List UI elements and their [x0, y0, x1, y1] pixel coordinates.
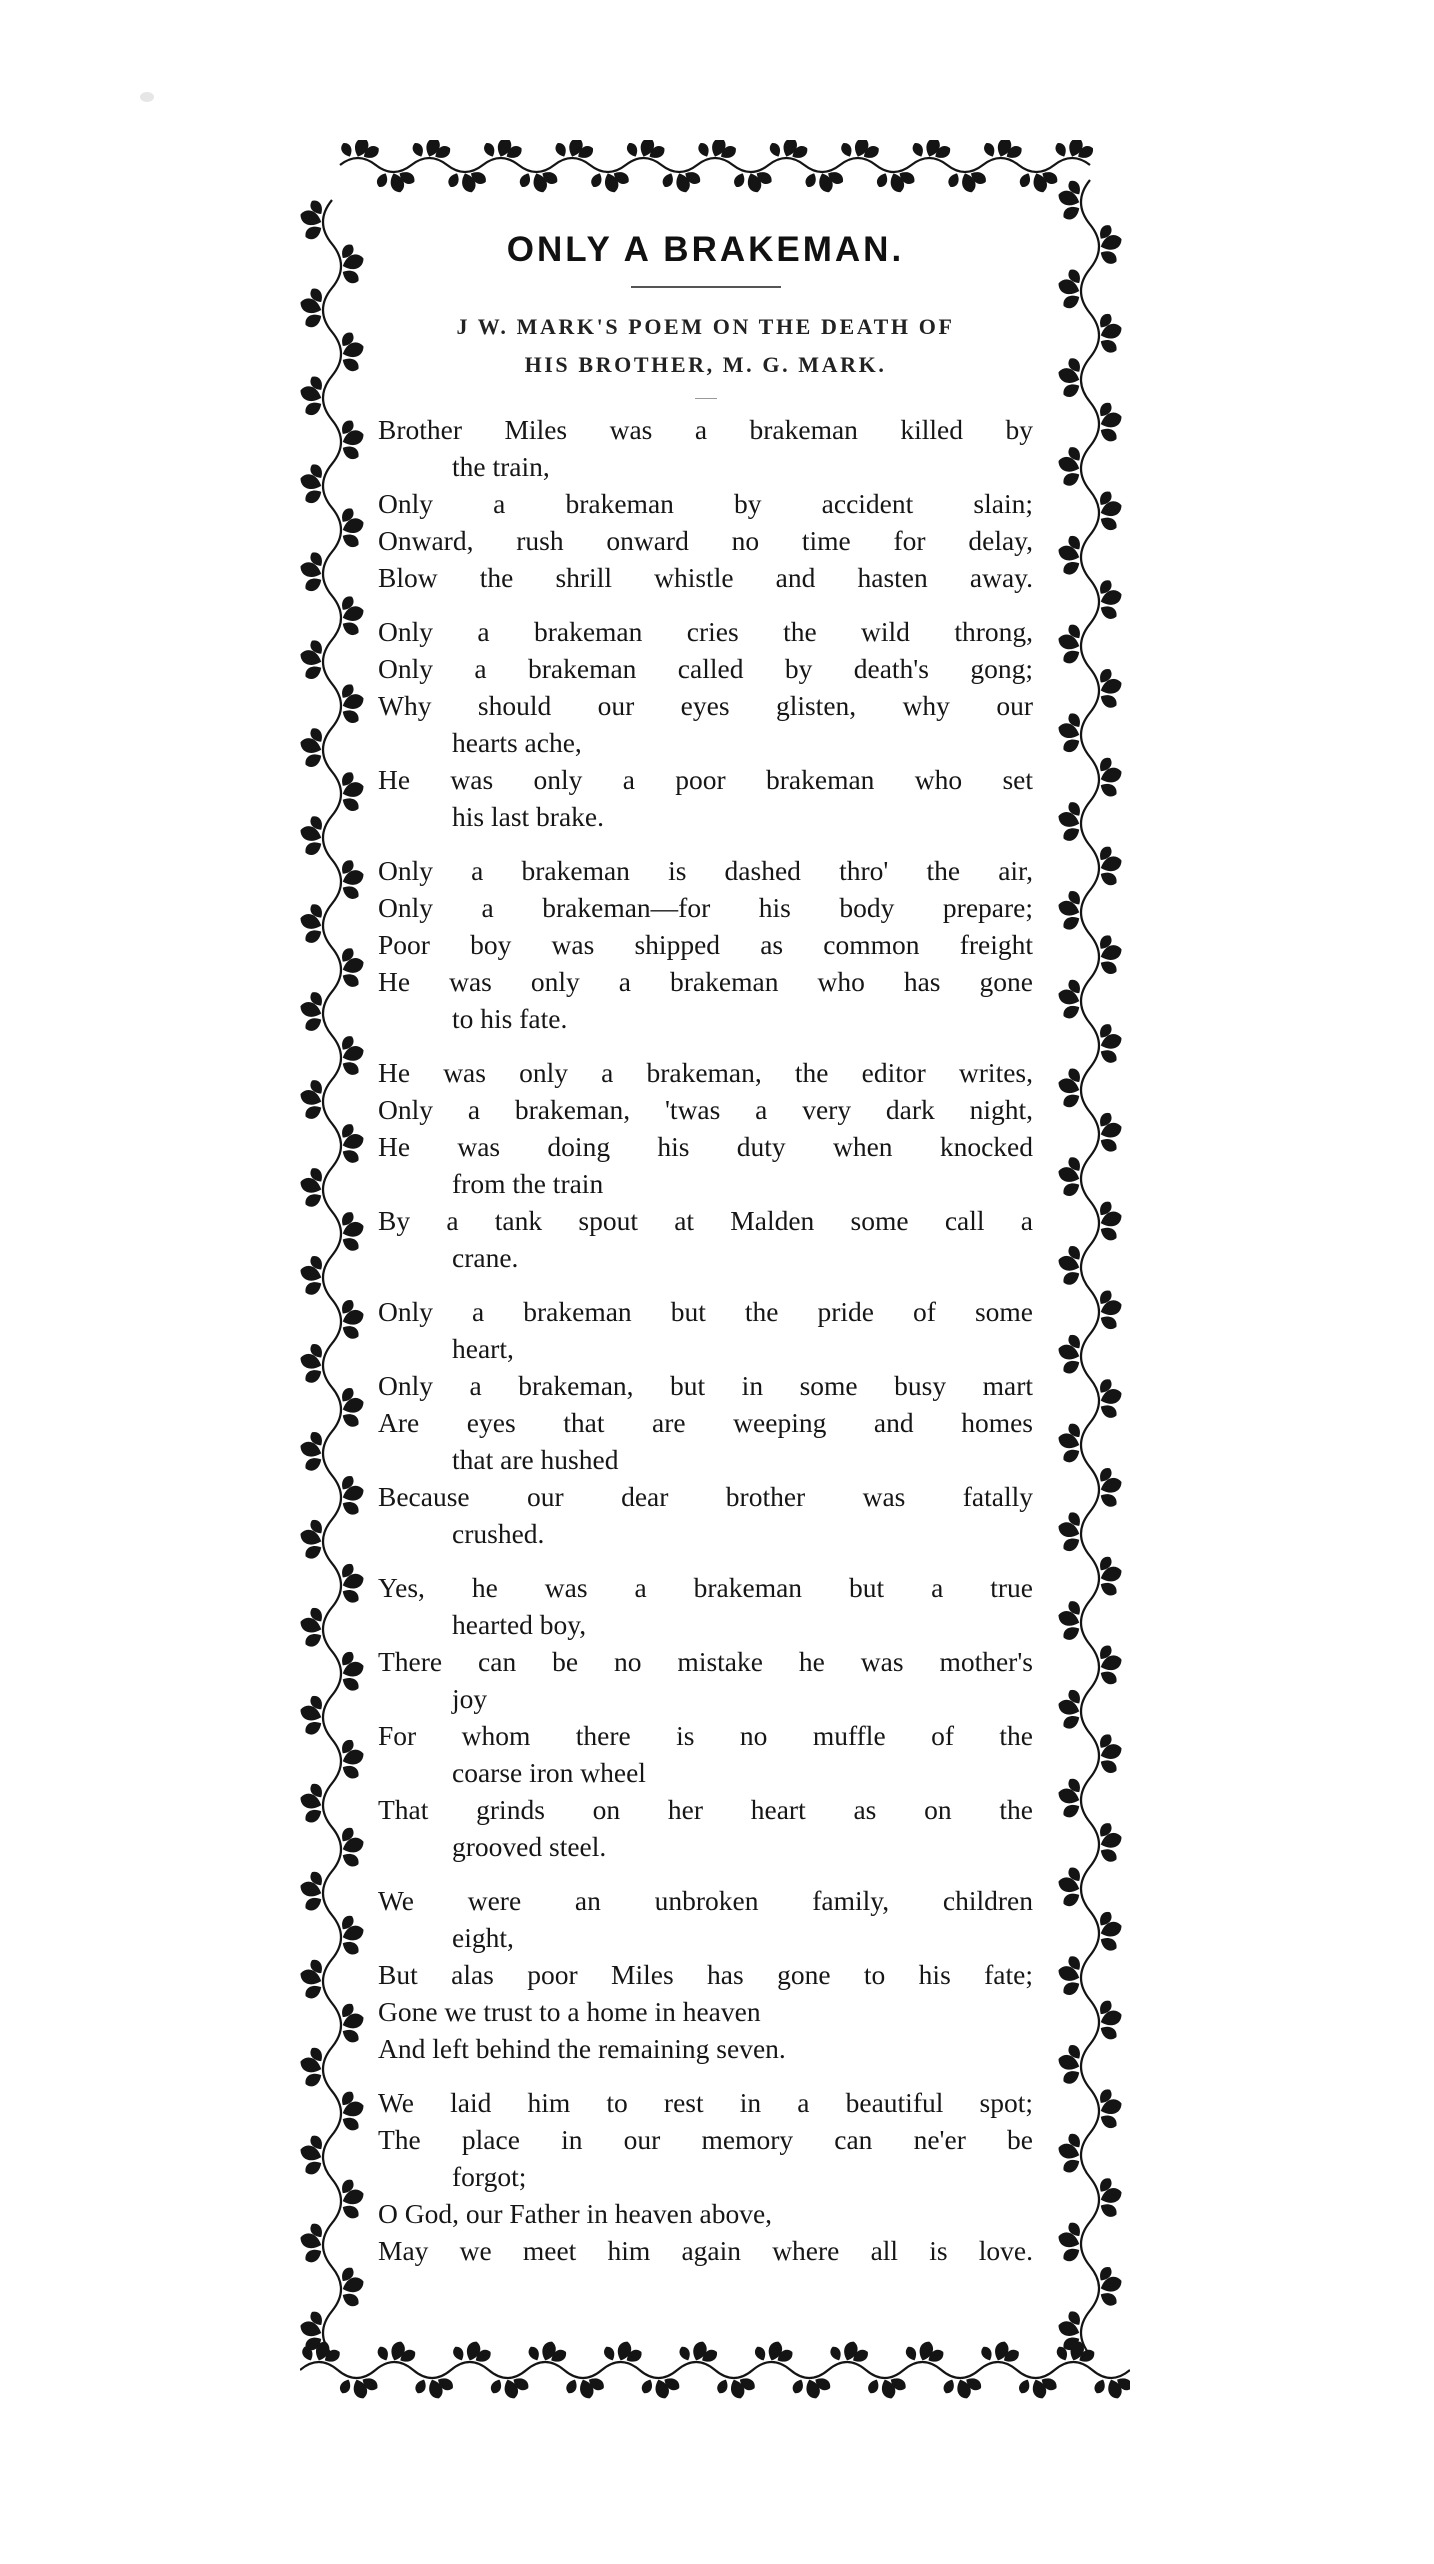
poem-line: Gone we trust to a home in heaven — [378, 1996, 761, 2027]
leaf-icon — [303, 2246, 324, 2265]
poem-line: He was only a poor brakeman who set — [378, 764, 1033, 795]
poem-line: Only a brakeman but the pride of some — [378, 1296, 1033, 1327]
leaf-icon — [803, 171, 818, 189]
subtitle-line-2: HIS BROTHER, M. G. MARK. — [524, 352, 887, 377]
poem-line: Only a brakeman called by death's gong; — [378, 653, 1033, 684]
poem-line: Brother Miles was a brakeman killed by — [378, 414, 1033, 445]
poem-line-continuation: his last brake. — [452, 801, 604, 832]
leaf-icon — [303, 839, 324, 858]
poem-line: May we meet him again where all is love. — [378, 2235, 1033, 2266]
leaf-icon — [1061, 1002, 1082, 1021]
leaf-icon — [340, 1762, 361, 1781]
leaf-icon — [303, 1278, 324, 1297]
leaf-icon — [1098, 1490, 1119, 1509]
leaf-icon — [340, 267, 361, 286]
vine-stem — [300, 2362, 1130, 2378]
leaf-icon — [1098, 2289, 1119, 2308]
leaf-icon — [411, 141, 426, 159]
leaf-icon — [518, 171, 533, 189]
leaf-icon — [1018, 171, 1033, 189]
poem-line: The place in our memory can ne'er be — [378, 2124, 1033, 2155]
poem-line: Only a brakeman, 'twas a very dark night, — [378, 1094, 1033, 1125]
leaf-icon — [340, 1410, 361, 1429]
poem-line-continuation: that are hushed — [452, 1444, 619, 1475]
leaf-icon — [677, 2345, 692, 2363]
leaf-icon — [340, 971, 361, 990]
poem-line-continuation: crushed. — [452, 1518, 545, 1549]
poem-line: But alas poor Miles has gone to his fate; — [378, 1959, 1033, 1990]
leaf-icon — [1098, 336, 1119, 355]
leaf-icon — [1061, 647, 1082, 666]
poem-line: O God, our Father in heaven above, — [378, 2198, 773, 2229]
leaf-icon — [1061, 2156, 1082, 2175]
leaf-icon — [1098, 1757, 1119, 1776]
leaf-icon — [340, 1059, 361, 1078]
leaf-icon — [941, 2378, 956, 2396]
vine-stem — [323, 200, 341, 2355]
leaf-icon — [753, 2345, 768, 2363]
poem-line: For whom there is no muffle of the — [378, 1720, 1033, 1751]
leaf-icon — [1098, 247, 1119, 266]
poem-line-continuation: hearted boy, — [452, 1609, 587, 1640]
leaf-icon — [1061, 825, 1082, 844]
leaf-icon — [1098, 1224, 1119, 1243]
poem-line: We laid him to rest in a beautiful spot; — [378, 2087, 1033, 2118]
leaf-icon — [376, 2345, 391, 2363]
leaf-icon — [1098, 691, 1119, 710]
leaf-icon — [303, 1015, 324, 1034]
poem-line: Only a brakeman—for his body prepare; — [378, 892, 1033, 923]
leaf-icon — [526, 2345, 541, 2363]
leaf-icon — [625, 141, 640, 159]
leaf-icon — [1098, 1668, 1119, 1687]
leaf-icon — [340, 883, 361, 902]
leaf-icon — [911, 141, 926, 159]
leaf-icon — [489, 2378, 504, 2396]
leaf-icon — [1098, 1402, 1119, 1421]
leaf-icon — [340, 531, 361, 550]
leaf-icon — [303, 1366, 324, 1385]
leaf-icon — [451, 2345, 466, 2363]
vine-stem — [340, 158, 1090, 172]
poem-line-continuation: from the train — [452, 1168, 604, 1199]
leaf-icon — [1098, 1313, 1119, 1332]
poem-line-continuation: eight, — [452, 1922, 514, 1953]
leaf-icon — [1061, 1712, 1082, 1731]
leaf-icon — [340, 443, 361, 462]
leaf-icon — [340, 2114, 361, 2133]
poem-line-continuation: grooved steel. — [452, 1831, 607, 1862]
leaf-icon — [482, 141, 497, 159]
leaf-icon — [303, 311, 324, 330]
leaf-icon — [1053, 141, 1068, 159]
leaf-icon — [1061, 736, 1082, 755]
leaf-icon — [303, 1630, 324, 1649]
poem-line: Yes, he was a brakeman but a true — [378, 1572, 1033, 1603]
leaf-icon — [303, 751, 324, 770]
leaf-icon — [696, 141, 711, 159]
poem-line-continuation: heart, — [452, 1333, 514, 1364]
leaf-icon — [303, 1806, 324, 1825]
leaf-icon — [640, 2378, 655, 2396]
leaf-icon — [340, 1234, 361, 1253]
poem-line: Poor boy was shipped as common freight — [378, 929, 1033, 960]
leaf-icon — [375, 171, 390, 189]
leaf-icon — [1061, 292, 1082, 311]
poem-line: Only a brakeman, but in some busy mart — [378, 1370, 1033, 1401]
leaf-icon — [602, 2345, 617, 2363]
poem-line: And left behind the remaining seven. — [378, 2033, 786, 2064]
leaf-icon — [303, 2070, 324, 2089]
page-smudge — [140, 92, 154, 102]
leaf-icon — [1061, 1535, 1082, 1554]
leaf-icon — [1061, 469, 1082, 488]
vine-border-top — [339, 140, 1096, 194]
poem-body — [378, 411, 1033, 2269]
leaf-icon — [303, 1190, 324, 1209]
stanza — [378, 852, 1033, 1037]
poem-line-continuation: the train, — [452, 451, 550, 482]
leaf-icon — [768, 141, 783, 159]
leaf-icon — [1061, 2245, 1082, 2264]
poem-line: Are eyes that are weeping and homes — [378, 1407, 1033, 1438]
leaf-icon — [564, 2378, 579, 2396]
leaf-icon — [340, 2026, 361, 2045]
leaf-icon — [1098, 425, 1119, 444]
poem-line: We were an unbroken family, children — [378, 1885, 1033, 1916]
poem-line-continuation: crane. — [452, 1242, 519, 1273]
leaf-icon — [338, 2378, 353, 2396]
leaf-icon — [1061, 1979, 1082, 1998]
leaf-icon — [303, 927, 324, 946]
leaf-icon — [303, 1542, 324, 1561]
leaf-icon — [1092, 2378, 1107, 2396]
leaf-icon — [1061, 1890, 1082, 1909]
poem-line-continuation: hearts ache, — [452, 727, 582, 758]
leaf-icon — [303, 223, 324, 242]
poem-line: Blow the shrill whistle and hasten away. — [378, 562, 1033, 593]
leaf-icon — [982, 141, 997, 159]
leaf-icon — [1061, 1624, 1082, 1643]
leaf-icon — [340, 2202, 361, 2221]
stanza — [378, 2084, 1033, 2269]
poem-line: Only a brakeman is dashed thro' the air, — [378, 855, 1033, 886]
leaf-icon — [340, 2290, 361, 2309]
leaf-icon — [661, 171, 676, 189]
leaf-icon — [839, 141, 854, 159]
poem-line: Only a brakeman by accident slain; — [378, 488, 1033, 519]
leaf-icon — [1098, 1135, 1119, 1154]
leaf-icon — [340, 795, 361, 814]
leaf-icon — [303, 1454, 324, 1473]
stanza — [378, 411, 1033, 596]
leaf-icon — [340, 707, 361, 726]
poem-panel — [378, 228, 1033, 2286]
poem-line-continuation: to his fate. — [452, 1003, 568, 1034]
leaf-icon — [875, 171, 890, 189]
leaf-icon — [828, 2345, 843, 2363]
poem-line-continuation: coarse iron wheel — [452, 1757, 646, 1788]
subtitle-rule — [695, 398, 717, 399]
leaf-icon — [1098, 1845, 1119, 1864]
leaf-icon — [340, 1146, 361, 1165]
poem-line: By a tank spout at Malden some call a — [378, 1205, 1033, 1236]
leaf-icon — [732, 171, 747, 189]
stanza — [378, 1293, 1033, 1552]
leaf-icon — [979, 2345, 994, 2363]
leaf-icon — [340, 1674, 361, 1693]
leaf-icon — [446, 171, 461, 189]
leaf-icon — [1098, 603, 1119, 622]
leaf-icon — [715, 2378, 730, 2396]
leaf-icon — [340, 1322, 361, 1341]
leaf-icon — [1061, 913, 1082, 932]
leaf-icon — [303, 1718, 324, 1737]
stanza — [378, 613, 1033, 835]
poem-line-continuation: joy — [452, 1683, 488, 1714]
leaf-icon — [1017, 2378, 1032, 2396]
leaf-icon — [1098, 1046, 1119, 1065]
leaf-icon — [339, 141, 354, 159]
vine-stem — [1081, 180, 1099, 2355]
poem-line: Onward, rush onward no time for delay, — [378, 525, 1033, 556]
leaf-icon — [1061, 1446, 1082, 1465]
leaf-icon — [303, 1982, 324, 2001]
leaf-icon — [1061, 203, 1082, 222]
leaf-icon — [1098, 869, 1119, 888]
poem-line-continuation: forgot; — [452, 2161, 527, 2192]
vine-border-bottom — [300, 2339, 1130, 2400]
leaf-icon — [340, 1850, 361, 1869]
leaf-icon — [303, 487, 324, 506]
stanza — [378, 1882, 1033, 2067]
leaf-icon — [1098, 2023, 1119, 2042]
leaf-icon — [1061, 1091, 1082, 1110]
leaf-icon — [553, 141, 568, 159]
leaf-icon — [1061, 1268, 1082, 1287]
leaf-icon — [340, 355, 361, 374]
leaf-icon — [1061, 558, 1082, 577]
poem-subtitle — [378, 308, 1033, 384]
leaf-icon — [413, 2378, 428, 2396]
poem-line: Why should our eyes glisten, why our — [378, 690, 1033, 721]
poem-line: Only a brakeman cries the wild throng, — [378, 616, 1033, 647]
stanza — [378, 1569, 1033, 1865]
leaf-icon — [303, 399, 324, 418]
leaf-icon — [1098, 1934, 1119, 1953]
leaf-icon — [1098, 1579, 1119, 1598]
vine-border-left — [300, 198, 366, 2355]
subtitle-line-1: J W. MARK'S POEM ON THE DEATH OF — [456, 314, 955, 339]
leaf-icon — [946, 171, 961, 189]
leaf-icon — [340, 1498, 361, 1517]
poem-line: There can be no mistake he was mother's — [378, 1646, 1033, 1677]
leaf-icon — [1098, 2112, 1119, 2131]
leaf-icon — [1098, 514, 1119, 533]
poem-title: ONLY A BRAKEMAN. — [506, 230, 905, 269]
leaf-icon — [791, 2378, 806, 2396]
vine-border-right — [1056, 178, 1124, 2355]
leaf-icon — [1061, 1357, 1082, 1376]
leaf-icon — [303, 575, 324, 594]
leaf-icon — [1061, 381, 1082, 400]
leaf-icon — [1061, 1801, 1082, 1820]
leaf-icon — [1098, 780, 1119, 799]
leaf-icon — [303, 2158, 324, 2177]
leaf-icon — [1098, 958, 1119, 977]
leaf-icon — [866, 2378, 881, 2396]
leaf-icon — [1098, 2201, 1119, 2220]
poem-line: That grinds on her heart as on the — [378, 1794, 1033, 1825]
poem-line: Because our dear brother was fatally — [378, 1481, 1033, 1512]
stanza — [378, 1054, 1033, 1276]
poem-line: He was doing his duty when knocked — [378, 1131, 1033, 1162]
leaf-icon — [303, 663, 324, 682]
poem-line: He was only a brakeman, the editor writes, — [378, 1057, 1033, 1088]
leaf-icon — [303, 1894, 324, 1913]
leaf-icon — [1061, 2067, 1082, 2086]
leaf-icon — [589, 171, 604, 189]
leaf-icon — [904, 2345, 919, 2363]
leaf-icon — [340, 619, 361, 638]
poem-line: He was only a brakeman who has gone — [378, 966, 1033, 997]
leaf-icon — [1061, 1180, 1082, 1199]
leaf-icon — [340, 1938, 361, 1957]
leaf-icon — [303, 1102, 324, 1121]
title-rule — [631, 286, 781, 288]
leaf-icon — [340, 1586, 361, 1605]
